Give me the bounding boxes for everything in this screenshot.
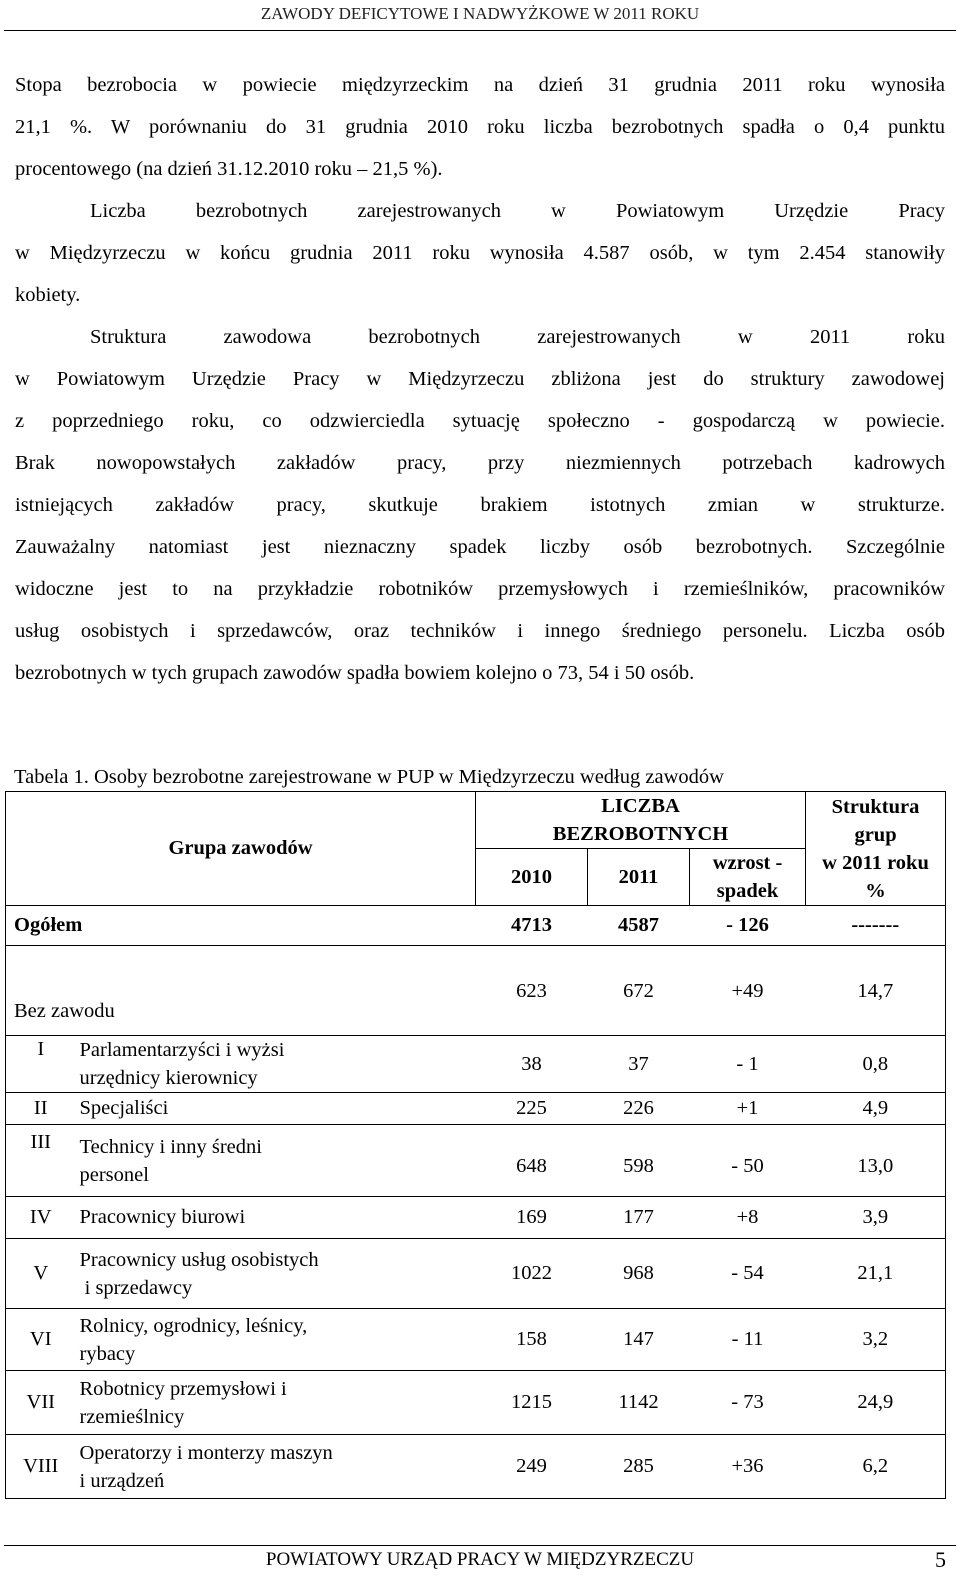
row-change: +8 (690, 1197, 806, 1239)
row-code: VI (6, 1309, 76, 1371)
row-2011: 598 (588, 1125, 690, 1197)
occupations-table (5, 791, 946, 1499)
row-name: Pracownicy biurowi (76, 1197, 476, 1239)
paragraph-line: procentowego (na dzień 31.12.2010 roku – 21,5 %). (15, 158, 443, 180)
paragraph-line: z poprzedniego roku, co odzwierciedla sytuację społeczno - gospodarczą w powiecie. (15, 410, 945, 432)
paragraph-line: widoczne jest to na przykładzie robotników przemysłowych i rzemieślników, pracowników (15, 578, 945, 600)
row-name: Parlamentarzyści i wyżsi urzędnicy kierownicy (76, 1036, 476, 1093)
row-2011: 177 (588, 1197, 690, 1239)
row-2010: 648 (476, 1125, 588, 1197)
header-2010: 2010 (476, 849, 588, 906)
paragraph-line: Liczba bezrobotnych zarejestrowanych w Powiatowym Urzędzie Pracy (90, 200, 945, 222)
paragraph-line: 21,1 %. W porównaniu do 31 grudnia 2010 roku liczba bezrobotnych spadła o 0,4 punktu (15, 116, 945, 138)
header-structure: Struktura grup w 2011 roku % (806, 792, 946, 906)
row-share: 3,2 (806, 1309, 946, 1371)
header-rule (4, 30, 956, 31)
row-2010: 623 (476, 946, 588, 1036)
row-name: Specjaliści (76, 1093, 476, 1125)
paragraph-line: Struktura zawodowa bezrobotnych zarejestrowanych w 2011 roku (90, 326, 945, 348)
row-change: - 1 (690, 1036, 806, 1093)
row-2010: 249 (476, 1435, 588, 1499)
row-change: - 50 (690, 1125, 806, 1197)
page-number: 5 (935, 1547, 946, 1572)
row-name: Technicy i inny średni personel (76, 1125, 476, 1197)
row-code: VII (6, 1371, 76, 1435)
paragraph-line: w Międzyrzeczu w końcu grudnia 2011 roku wynosiła 4.587 osób, w tym 2.454 stanowiły (15, 242, 945, 264)
header-2011: 2011 (588, 849, 690, 906)
row-code: I (6, 1036, 76, 1093)
row-2010: 158 (476, 1309, 588, 1371)
header-group: Grupa zawodów (6, 792, 476, 906)
row-share: 24,9 (806, 1371, 946, 1435)
row-share: 14,7 (806, 946, 946, 1036)
row-name: Robotnicy przemysłowi i rzemieślnicy (76, 1371, 476, 1435)
table-row (6, 1371, 946, 1435)
table-row (6, 1036, 946, 1093)
total-2011: 4587 (588, 906, 690, 946)
total-label: Ogółem (6, 906, 476, 946)
row-2011: 672 (588, 946, 690, 1036)
row-change: - 54 (690, 1239, 806, 1309)
row-2011: 226 (588, 1093, 690, 1125)
table-row (6, 1093, 946, 1125)
table-row (6, 946, 946, 1036)
row-2011: 1142 (588, 1371, 690, 1435)
row-2010: 38 (476, 1036, 588, 1093)
table-row (6, 1125, 946, 1197)
paragraph-line: Stopa bezrobocia w powiecie międzyrzeckim na dzień 31 grudnia 2011 roku wynosiła (15, 74, 945, 96)
footer-text: POWIATOWY URZĄD PRACY W MIĘDZYRZECZU (265, 1549, 695, 1570)
page-header: ZAWODY DEFICYTOWE I NADWYŻKOWE W 2011 ROKU (260, 4, 700, 23)
paragraph-line: usług osobistych i sprzedawców, oraz techników i innego średniego personelu. Liczba osób (15, 620, 945, 642)
footer-rule (4, 1545, 956, 1546)
paragraph-line: bezrobotnych w tych grupach zawodów spadła bowiem kolejno o 73, 54 i 50 osób. (15, 662, 695, 684)
row-2011: 147 (588, 1309, 690, 1371)
row-change: - 73 (690, 1371, 806, 1435)
row-share: 3,9 (806, 1197, 946, 1239)
row-change: +1 (690, 1093, 806, 1125)
row-2011: 37 (588, 1036, 690, 1093)
row-2010: 225 (476, 1093, 588, 1125)
table-caption: Tabela 1. Osoby bezrobotne zarejestrowane w PUP w Międzyrzeczu według zawodów (14, 766, 724, 788)
row-share: 6,2 (806, 1435, 946, 1499)
total-2010: 4713 (476, 906, 588, 946)
paragraph-line: w Powiatowym Urzędzie Pracy w Międzyrzeczu zbliżona jest do struktury zawodowej (15, 368, 945, 390)
row-2011: 285 (588, 1435, 690, 1499)
row-share: 4,9 (806, 1093, 946, 1125)
row-name: Bez zawodu (6, 946, 476, 1036)
table-row (6, 1197, 946, 1239)
paragraph-line: istniejących zakładów pracy, skutkuje brakiem istotnych zmian w strukturze. (15, 494, 945, 516)
header-change: wzrost - spadek (690, 849, 806, 906)
row-2010: 1022 (476, 1239, 588, 1309)
paragraph-line: Brak nowopowstałych zakładów pracy, przy niezmiennych potrzebach kadrowych (15, 452, 945, 474)
row-change: +36 (690, 1435, 806, 1499)
table-row (6, 1239, 946, 1309)
table-row (6, 1309, 946, 1371)
row-change: +49 (690, 946, 806, 1036)
header-count: LICZBA BEZROBOTNYCH (476, 792, 806, 849)
row-name: Operatorzy i monterzy maszyn i urządzeń (76, 1435, 476, 1499)
paragraph-line: Zauważalny natomiast jest nieznaczny spadek liczby osób bezrobotnych. Szczególnie (15, 536, 945, 558)
row-code: V (6, 1239, 76, 1309)
table-row (6, 1435, 946, 1499)
total-change: - 126 (690, 906, 806, 946)
row-name: Pracownicy usług osobistych i sprzedawcy (76, 1239, 476, 1309)
row-2010: 1215 (476, 1371, 588, 1435)
row-share: 0,8 (806, 1036, 946, 1093)
row-code: III (6, 1125, 76, 1197)
paragraph-line: kobiety. (15, 284, 81, 306)
total-share: ------- (806, 906, 946, 946)
row-2010: 169 (476, 1197, 588, 1239)
row-2011: 968 (588, 1239, 690, 1309)
row-share: 21,1 (806, 1239, 946, 1309)
row-name: Rolnicy, ogrodnicy, leśnicy, rybacy (76, 1309, 476, 1371)
row-code: IV (6, 1197, 76, 1239)
row-change: - 11 (690, 1309, 806, 1371)
row-code: VIII (6, 1435, 76, 1499)
row-share: 13,0 (806, 1125, 946, 1197)
row-code: II (6, 1093, 76, 1125)
